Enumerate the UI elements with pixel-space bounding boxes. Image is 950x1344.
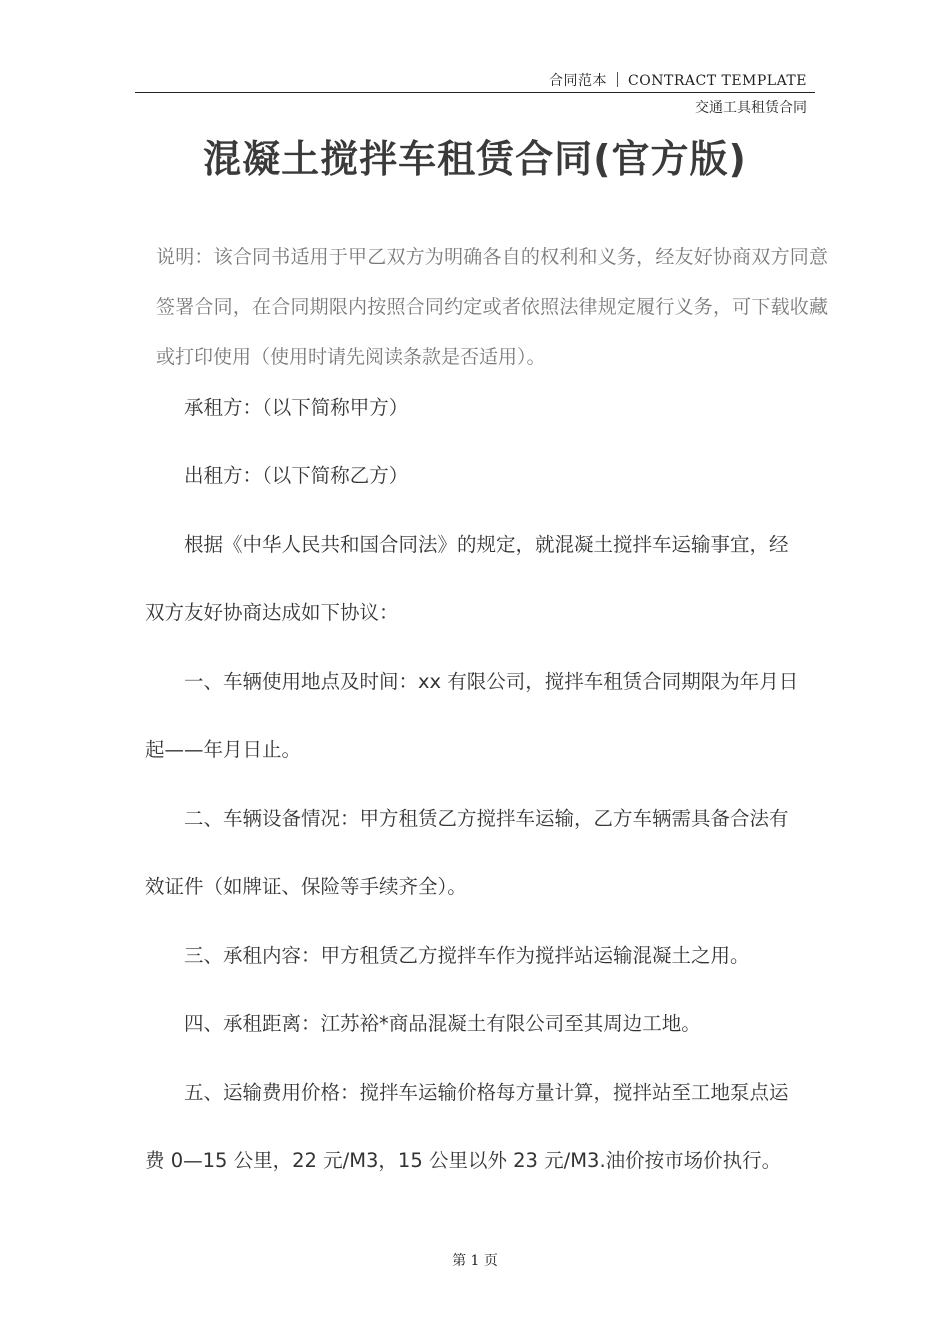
header-label-en: CONTRACT TEMPLATE [628, 73, 807, 89]
clause2-line-1: 二、车辆设备情况：甲方租赁乙方搅拌车运输，乙方车辆需具备合法有 [184, 807, 789, 830]
lessor-line: 出租方：（以下简称乙方） [184, 464, 409, 487]
basis-line-2: 双方友好协商达成如下协议： [145, 601, 399, 624]
page-number: 第 1 页 [452, 1253, 498, 1269]
clause4-line: 四、承租距离：江苏裕*商品混凝土有限公司至其周边工地。 [184, 1012, 701, 1035]
clause2-line-2: 效证件（如牌证、保险等手续齐全）。 [145, 875, 467, 898]
header-divider [135, 92, 815, 93]
clause1-line-1: 一、车辆使用地点及时间：xx 有限公司，搅拌车租赁合同期限为年月日 [184, 670, 799, 693]
usage-note: 说明：该合同书适用于甲乙双方为明确各自的权利和义务，经友好协商双方同意签署合同，在合同期限内按照合同约定或者依照法律规定履行义务，可下载收藏或打印使用（使用时请先阅读条款是否适用）。 [156, 246, 828, 368]
clause3-line: 三、承租内容：甲方租赁乙方搅拌车作为搅拌站运输混凝土之用。 [184, 944, 750, 967]
header-label-cn: 合同范本 [549, 73, 608, 89]
header-category: 交通工具租赁合同 [695, 100, 807, 116]
running-header [549, 70, 807, 90]
clause5-line-2: 费 0—15 公里，22 元/M3，15 公里以外 23 元/M3.油价按市场价执行。 [145, 1149, 782, 1172]
header-separator [617, 72, 618, 87]
document-title: 混凝土搅拌车租赁合同(官方版) [203, 137, 747, 181]
basis-line-1: 根据《中华人民共和国合同法》的规定，就混凝土搅拌车运输事宜，经 [184, 533, 789, 556]
clause1-line-2: 起——年月日止。 [145, 738, 302, 761]
clause5-line-1: 五、运输费用价格：搅拌车运输价格每方量计算，搅拌站至工地泵点运 [184, 1081, 789, 1104]
lessee-line: 承租方：（以下简称甲方） [184, 396, 409, 419]
